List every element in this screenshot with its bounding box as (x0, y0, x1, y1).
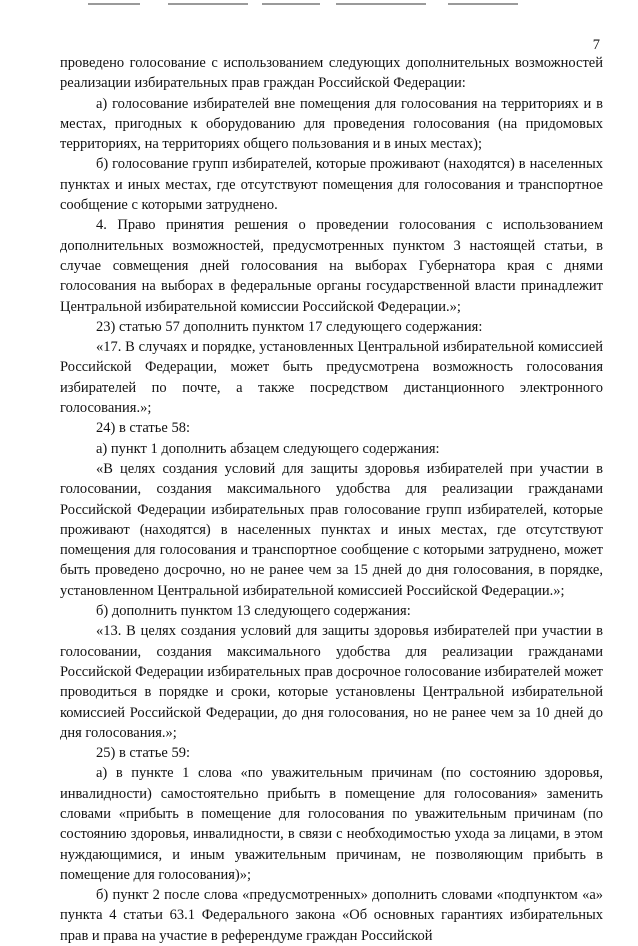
scan-edge-mark (168, 3, 248, 5)
scan-edge-mark (336, 3, 426, 5)
paragraph: «В целях создания условий для защиты здоровья избирателей при участии в голосовании, создания максимального удобства для реализации гражданами Российской Федерации избирательных прав голосование групп избирателей, которые проживают (находятся) в населенных пунктах и иных местах, где отсутствуют помещения для голосования и транспортное сообщение с которыми затруднено, может быть проведено досрочно, но не ранее чем за 15 дней до дня голосования, в порядке, установленном Центральной избирательной комиссией Российской Федерации.»; (60, 460, 603, 599)
page-number: 7 (592, 37, 600, 53)
paragraph: «13. В целях создания условий для защиты здоровья избирателей при участии в голосовании, создания максимального удобства для реализации гражданами Российской Федерации избирательных прав досрочное голосование избирателей может проводиться в порядке и сроки, которые установлены Центральной избирательной комиссией Российской Федерации, до дня голосования, но не ранее чем за 10 дней до дня голосования.»; (60, 623, 603, 741)
paragraph: а) голосование избирателей вне помещения для голосования на территориях и в местах, пригодных к оборудованию для проведения голосования (на придомовых территориях, на территориях общего пользования и в иных местах); (60, 95, 603, 153)
paragraph: а) в пункте 1 слова «по уважительным причинам (по состоянию здоровья, инвалидности) самостоятельно прибыть в помещение для голосования» заменить словами «прибыть в помещение для голосования по уважительным причинам (по состоянию здоровья, инвалидности, в связи с необходимостью ухода за лицами, в этом нуждающимися, и иным уважительным причинам, не позволяющим прибыть в помещение для голосования)»; (60, 765, 603, 883)
document-body (60, 53, 603, 946)
paragraph: б) голосование групп избирателей, которые проживают (находятся) в населенных пунктах и иных местах, где отсутствуют помещения для голосования и транспортное сообщение с которыми затруднено. (60, 156, 603, 214)
paragraph: б) пункт 2 после слова «предусмотренных» дополнить словами «подпунктом «а» пункта 4 статьи 63.1 Федерального закона «Об основных гарантиях избирательных прав и права на участие в референдуме граждан Российской (60, 887, 603, 944)
paragraph: проведено голосование с использованием следующих дополнительных возможностей реализации избирательных прав граждан Российской Федерации: (60, 55, 603, 92)
paragraph: «17. В случаях и порядке, установленных Центральной избирательной комиссией Российской Федерации, может быть предусмотрена возможность голосования избирателей по почте, а также посредством дистанционного электронного голосования.»; (60, 339, 603, 417)
paragraph: б) дополнить пунктом 13 следующего содержания: (96, 603, 411, 620)
scan-edge-mark (448, 3, 518, 5)
paragraph: 25) в статье 59: (96, 745, 190, 762)
paragraph: а) пункт 1 дополнить абзацем следующего содержания: (96, 440, 440, 457)
paragraph: 24) в статье 58: (96, 420, 190, 437)
scan-edge-mark (88, 3, 140, 5)
paragraph: 23) статью 57 дополнить пунктом 17 следующего содержания: (96, 318, 483, 335)
scan-edge-mark (262, 3, 320, 5)
paragraph: 4. Право принятия решения о проведении голосования с использованием дополнительных возможностей, предусмотренных пунктом 3 настоящей статьи, в случае совмещения дней голосования на выборах Губернатора края с днями голосования на выборах в федеральные органы государственной власти принадлежит Центральной избирательной комиссии Российской Федерации.»; (60, 217, 603, 315)
